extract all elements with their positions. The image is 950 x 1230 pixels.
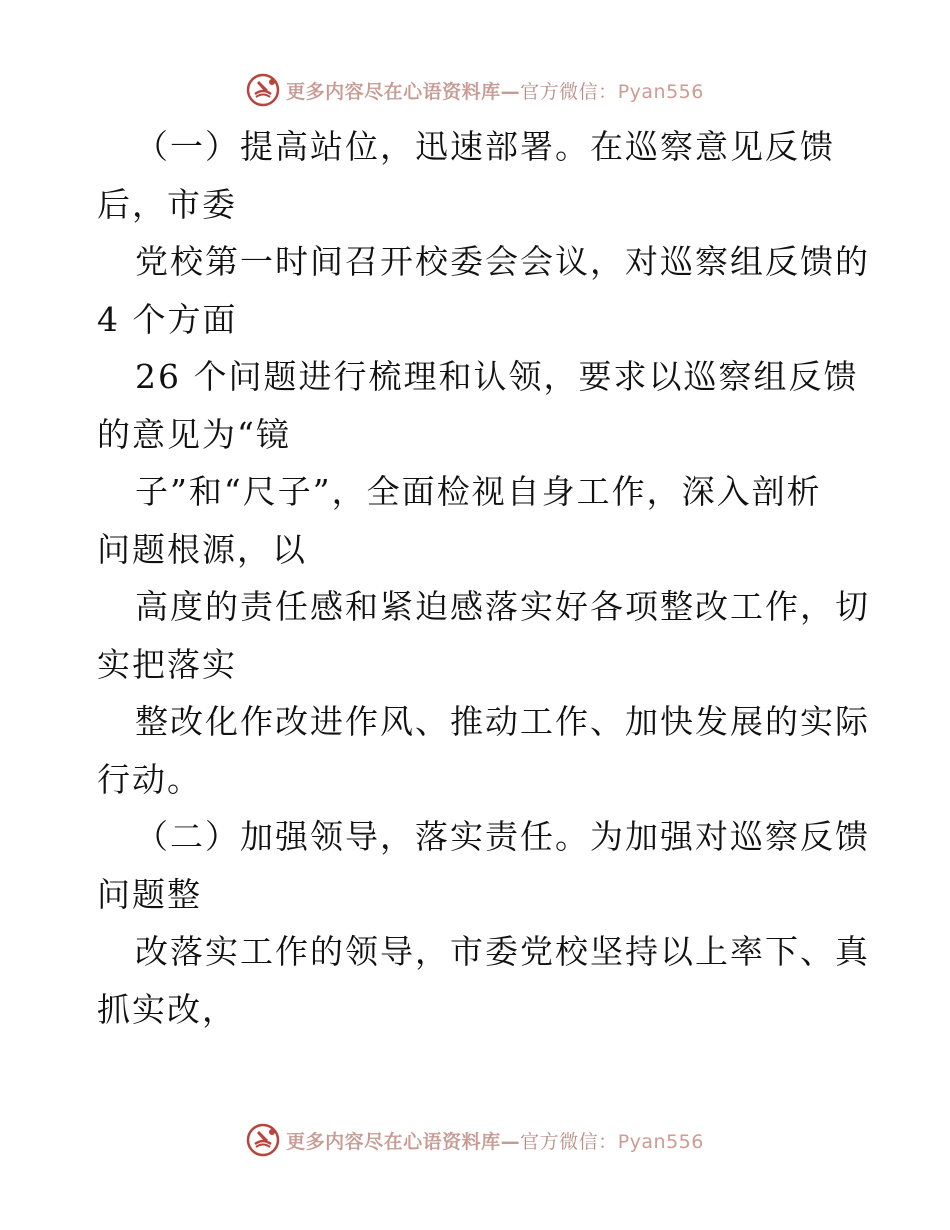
text-line: 整改化作改进作风、推动工作、加快发展的实际 [135,702,870,741]
watermark-wechat-label: 官方微信： [520,80,618,103]
watermark-wechat-id: Pyan556 [617,1130,704,1153]
footer-watermark [0,1120,950,1160]
watermark-text [286,1127,704,1154]
text-line: 抓实改， [97,989,237,1029]
watermark-dash: — [500,80,521,103]
text-line: 后，市委 [97,184,237,224]
watermark-text [286,77,704,104]
watermark-wechat-label: 官方微信： [520,1130,618,1153]
header-watermark [0,70,950,110]
text-line: （一）提高站位，迅速部署。在巡察意见反馈 [135,127,835,166]
text-line: 改落实工作的领导，市委党校坚持以上率下、真 [135,932,870,971]
book-pen-logo-icon [246,1123,280,1157]
watermark-wechat-id: Pyan556 [617,80,704,103]
book-pen-logo-icon [246,73,280,107]
watermark-main: 更多内容尽在心语资料库 [286,1130,501,1153]
text-line: 26 个问题进行梳理和认领，要求以巡察组反馈 [135,357,859,396]
watermark-dash: — [500,1130,521,1153]
text-line: 的意见为“镜 [97,414,291,454]
text-line: 实把落实 [97,644,237,684]
text-line: 4 个方面 [97,299,238,339]
text-line: 高度的责任感和紧迫感落实好各项整改工作，切 [135,587,870,626]
text-line: 党校第一时间召开校委会会议，对巡察组反馈的 [135,242,870,281]
text-line: （二）加强领导，落实责任。为加强对巡察反馈 [135,817,870,856]
text-line: 子”和“尺子”，全面检视自身工作，深入剖析 [135,472,822,511]
text-line: 行动。 [97,759,202,799]
document-body [97,118,870,1038]
text-line: 问题整 [97,874,202,914]
text-line: 问题根源，以 [97,529,307,569]
watermark-main: 更多内容尽在心语资料库 [286,80,501,103]
